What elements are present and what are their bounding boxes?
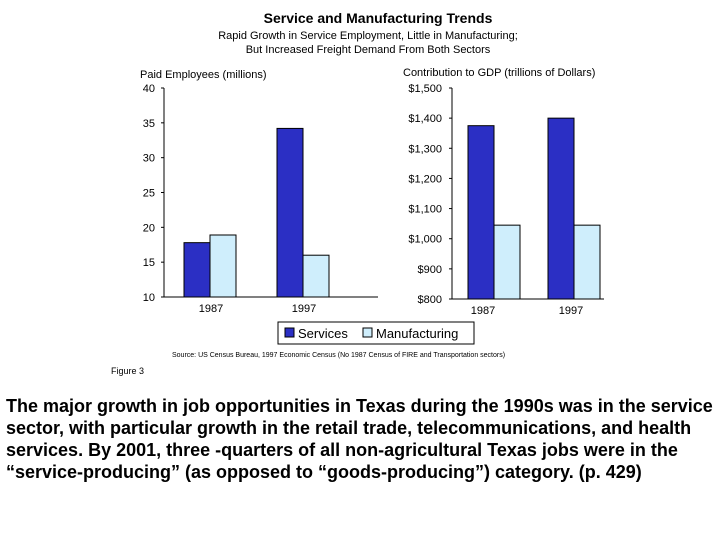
x-tick-label: 1987 <box>198 303 224 315</box>
bar-services-1997 <box>548 118 574 299</box>
legend-swatch-services <box>285 328 294 337</box>
chart-subtitle-line-1: Rapid Growth in Service Employment, Little in Manufacturing; <box>218 30 518 42</box>
y-axis-label-1: Paid Employees (millions) <box>140 69 267 81</box>
description-paragraph: The major growth in job opportunities in Texas during the 1990s was in the service sector, with particular growth in the retail trade, telecommunications, and health services. By 2001, three -quarters of all non-agricultural Texas jobs were in the “service-producing” (as opposed to “goods-producing”) category. (p. 429) <box>6 396 713 482</box>
bar-services-1987 <box>184 243 210 297</box>
figure-label: Figure 3 <box>111 366 145 376</box>
x-tick-label: 1997 <box>558 305 584 317</box>
y-tick-label: 40 <box>142 83 155 95</box>
legend-label-manufacturing: Manufacturing <box>376 326 459 341</box>
legend-label-services: Services <box>298 326 348 341</box>
y-tick-label: $1,400 <box>408 113 442 126</box>
y-tick-label: 30 <box>142 152 155 165</box>
x-tick-label: 1987 <box>470 305 496 317</box>
y-axis-label-2: Contribution to GDP (trillions of Dollars) <box>403 67 596 79</box>
y-tick-label: $1,100 <box>408 203 442 216</box>
bar-manufacturing-1997 <box>303 255 329 297</box>
y-tick-label: 25 <box>142 187 155 200</box>
bar-manufacturing-1997 <box>574 225 600 299</box>
y-tick-label: $1,000 <box>408 233 442 246</box>
y-tick-label: 35 <box>142 117 155 130</box>
y-tick-label: $1,200 <box>408 173 442 186</box>
bar-manufacturing-1987 <box>494 225 520 299</box>
y-tick-label: $1,300 <box>408 143 442 156</box>
y-tick-label: $1,500 <box>408 83 442 95</box>
y-tick-label: 20 <box>142 222 155 235</box>
chart-subtitle-line-2: But Increased Freight Demand From Both Sectors <box>245 44 491 56</box>
bar-manufacturing-1987 <box>210 235 236 297</box>
x-tick-label: 1997 <box>291 303 317 315</box>
source-note: Source: US Census Bureau, 1997 Economic Census (No 1987 Census of FIRE and Transportation sectors) <box>172 352 506 359</box>
y-tick-label: 15 <box>142 257 155 270</box>
legend-swatch-manufacturing <box>363 328 372 337</box>
y-tick-label: 10 <box>142 292 155 304</box>
y-tick-label: $900 <box>417 263 442 276</box>
chart-title: Service and Manufacturing Trends <box>263 10 493 26</box>
bar-services-1987 <box>468 126 494 299</box>
y-tick-label: $800 <box>417 294 442 306</box>
bar-services-1997 <box>277 128 303 297</box>
